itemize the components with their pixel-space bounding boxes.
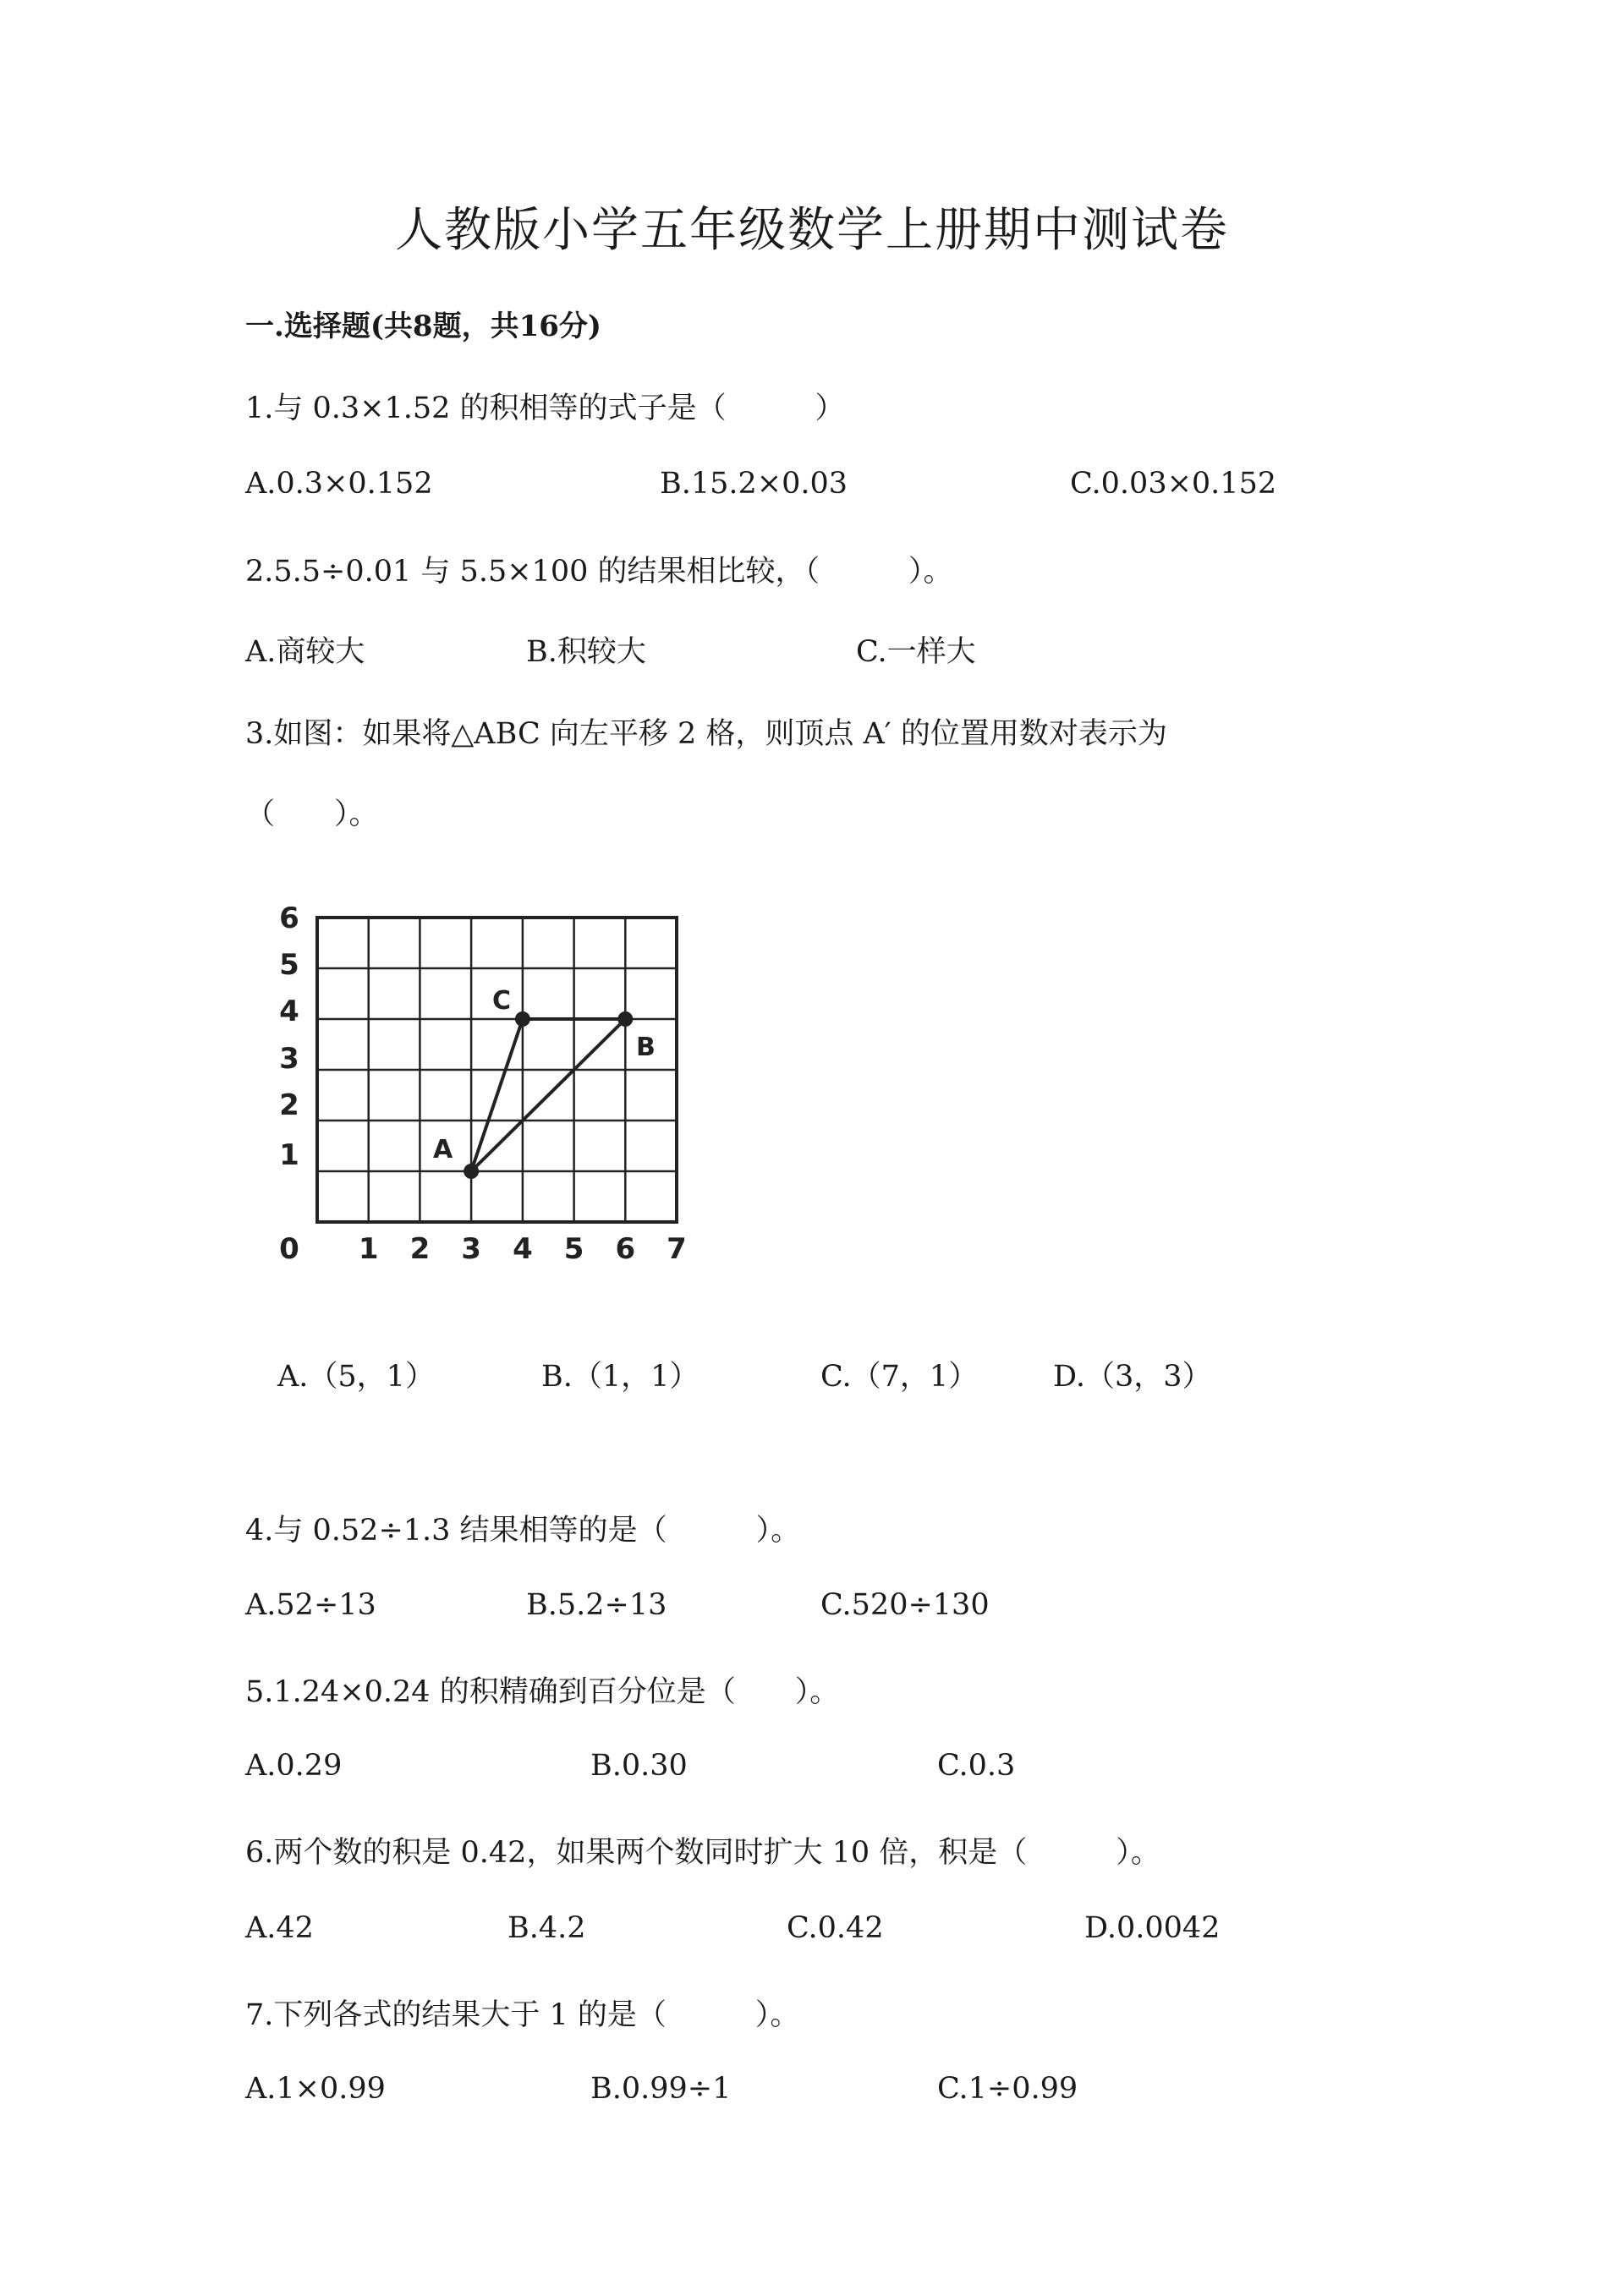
q1-option-a[interactable]: A.0.3×0.152	[245, 467, 433, 501]
q7-option-b[interactable]: B.0.99÷1	[590, 2072, 732, 2106]
q3-option-d[interactable]: D.（3，3）	[1053, 1360, 1212, 1394]
q3-option-a[interactable]: A.（5，1）	[277, 1360, 435, 1394]
q4-option-c[interactable]: C.520÷130	[820, 1588, 990, 1622]
q3-option-c[interactable]: C.（7，1）	[820, 1360, 979, 1394]
section-heading: 一.选择题(共8题，共16分)	[245, 310, 601, 343]
q6-option-d[interactable]: D.0.0042	[1084, 1911, 1221, 1945]
q1-option-c[interactable]: C.0.03×0.152	[1070, 467, 1277, 501]
y-tick-2: 2	[279, 1088, 299, 1122]
q6-option-c[interactable]: C.0.42	[787, 1911, 884, 1945]
y-tick-6: 6	[279, 901, 299, 935]
point-a	[464, 1164, 479, 1179]
q2-option-b[interactable]: B.积较大	[526, 635, 646, 669]
y-tick-5: 5	[279, 948, 299, 982]
question-3: 3.如图：如果将△ABC 向左平移 2 格，则顶点 A′ 的位置用数对表示为	[245, 717, 1167, 751]
question-3-blank: （ ）。	[245, 797, 379, 831]
question-4: 4.与 0.52÷1.3 结果相等的是（ ）。	[245, 1514, 801, 1548]
question-5: 5.1.24×0.24 的积精确到百分位是（ ）。	[245, 1675, 840, 1709]
question-7: 7.下列各式的结果大于 1 的是（ ）。	[245, 1998, 800, 2032]
question-1: 1.与 0.3×1.52 的积相等的式子是（ ）	[245, 392, 845, 425]
q7-option-a[interactable]: A.1×0.99	[245, 2072, 386, 2106]
side-ac	[471, 1019, 523, 1171]
side-ab	[471, 1019, 625, 1171]
grid	[317, 918, 677, 1222]
q2-option-c[interactable]: C.一样大	[856, 635, 976, 669]
x-tick-5: 5	[563, 1232, 584, 1264]
y-tick-1: 1	[279, 1138, 299, 1172]
q3-option-b[interactable]: B.（1，1）	[541, 1360, 700, 1394]
point-b	[617, 1011, 633, 1027]
q1-option-b[interactable]: B.15.2×0.03	[660, 467, 848, 501]
point-a-label: A	[433, 1135, 453, 1164]
x-tick-4: 4	[513, 1232, 533, 1264]
y-tick-3: 3	[279, 1042, 299, 1076]
q4-option-b[interactable]: B.5.2÷13	[526, 1588, 667, 1622]
triangle-abc	[471, 1019, 625, 1171]
point-b-label: B	[636, 1033, 656, 1062]
point-c-label: C	[492, 986, 512, 1016]
coordinate-grid-figure	[254, 892, 710, 1264]
q5-option-b[interactable]: B.0.30	[590, 1749, 688, 1783]
y-tick-4: 4	[279, 995, 299, 1028]
page-title: 人教版小学五年级数学上册期中测试卷	[395, 203, 1229, 258]
q5-option-a[interactable]: A.0.29	[245, 1749, 343, 1783]
x-tick-6: 6	[615, 1232, 636, 1264]
q6-option-b[interactable]: B.4.2	[508, 1911, 586, 1945]
x-tick-7: 7	[667, 1232, 687, 1264]
question-2: 2.5.5÷0.01 与 5.5×100 的结果相比较，（ ）。	[245, 555, 953, 589]
x-tick-1: 1	[358, 1232, 379, 1264]
x-tick-0: 0	[279, 1232, 299, 1264]
q6-option-a[interactable]: A.42	[245, 1911, 314, 1945]
q4-option-a[interactable]: A.52÷13	[245, 1588, 376, 1622]
question-6: 6.两个数的积是 0.42，如果两个数同时扩大 10 倍，积是（ ）。	[245, 1836, 1160, 1870]
x-tick-2: 2	[409, 1232, 431, 1264]
x-tick-3: 3	[461, 1232, 481, 1264]
q7-option-c[interactable]: C.1÷0.99	[937, 2072, 1078, 2106]
q5-option-c[interactable]: C.0.3	[937, 1749, 1016, 1783]
point-c	[515, 1011, 530, 1027]
q2-option-a[interactable]: A.商较大	[245, 635, 365, 669]
